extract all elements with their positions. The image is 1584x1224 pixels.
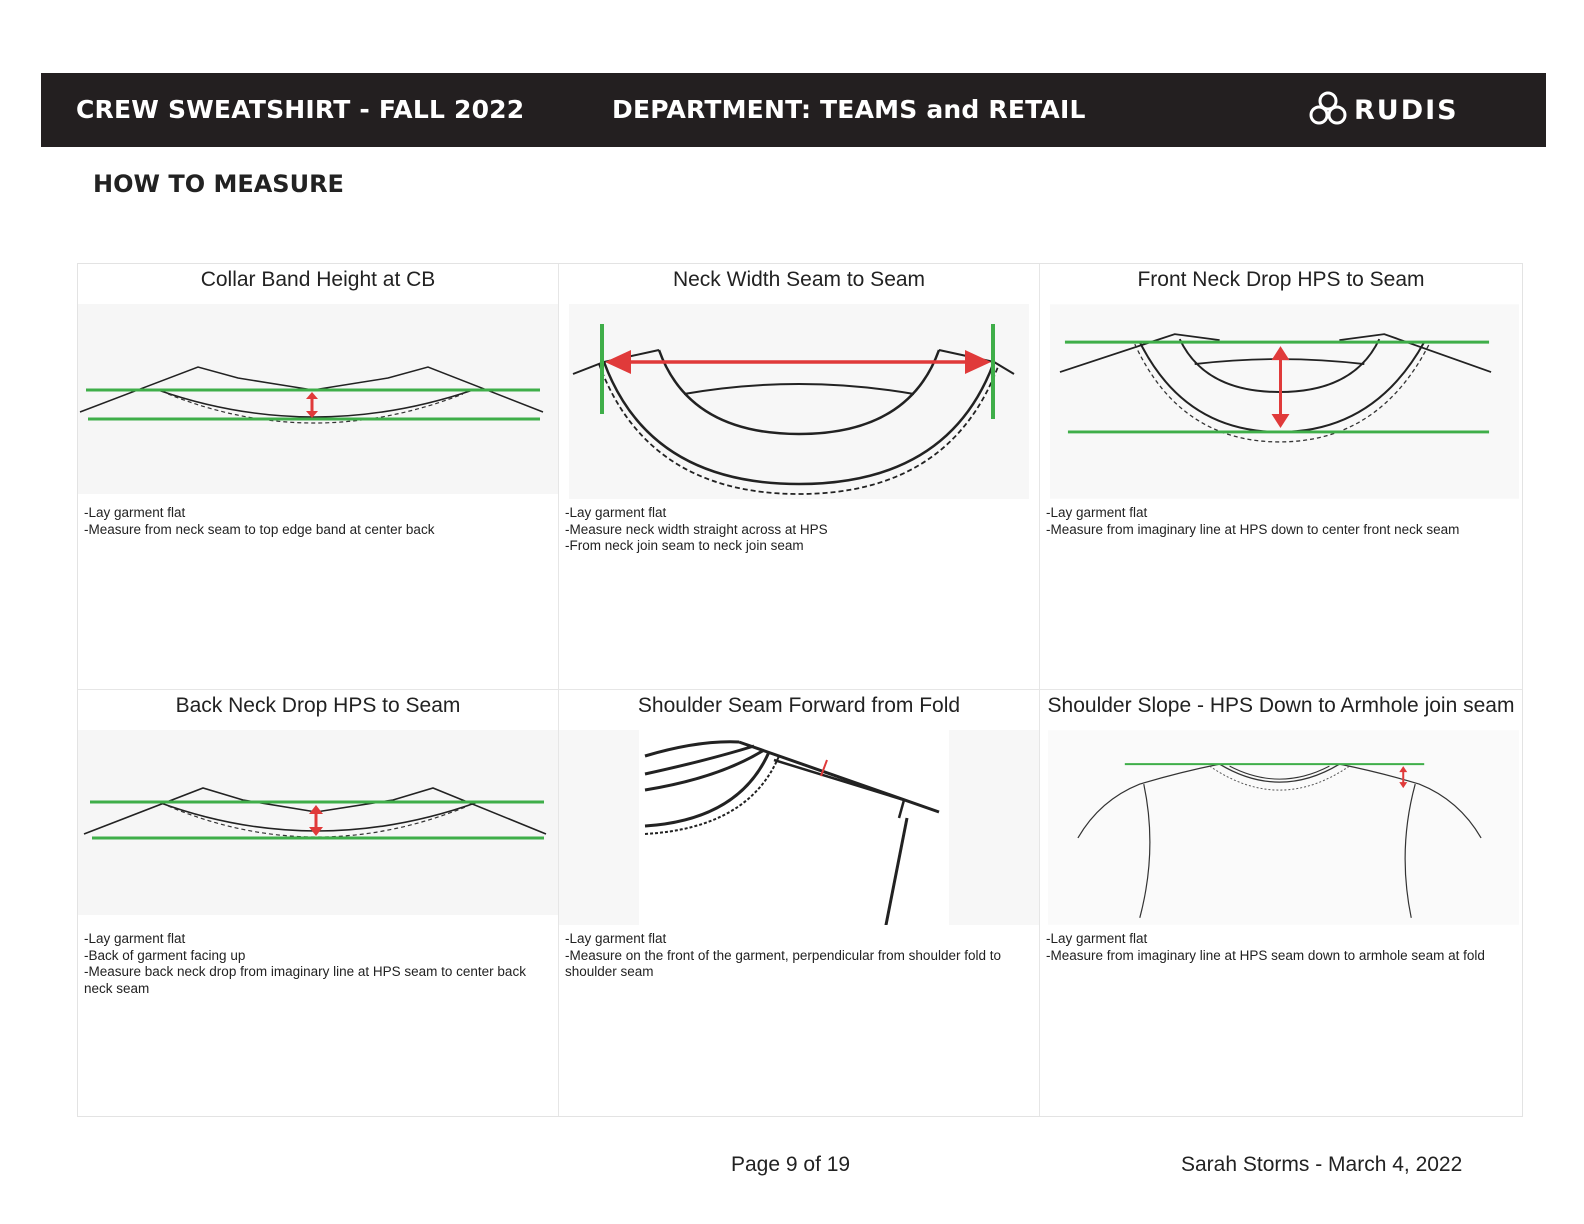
card-title: Collar Band Height at CB bbox=[200, 268, 436, 291]
card-title: Neck Width Seam to Seam bbox=[672, 268, 926, 291]
measure-card-neck-width bbox=[559, 264, 1040, 690]
card-instructions: -Lay garment flat -Measure from neck seam to top edge band at center back bbox=[84, 505, 435, 537]
collar-band-height-diagram bbox=[78, 304, 559, 499]
rudis-hex-logo-icon bbox=[1308, 91, 1348, 129]
measure-card-front-neck-drop bbox=[1040, 264, 1522, 690]
card-instructions: -Lay garment flat -Measure neck width straight across at HPS -From neck join seam to neck join seam bbox=[565, 505, 828, 553]
author-date: Sarah Storms - March 4, 2022 bbox=[1181, 1153, 1463, 1176]
neck-width-diagram bbox=[559, 304, 1040, 499]
department-label: DEPARTMENT: TEAMS and RETAIL bbox=[612, 95, 1086, 124]
shoulder-slope-diagram bbox=[1040, 730, 1521, 925]
logo-text: RUDIS bbox=[1354, 94, 1459, 126]
card-instructions: -Lay garment flat -Back of garment facing up -Measure back neck drop from imaginary line at HPS seam to center back neck seam bbox=[84, 931, 526, 996]
card-title: Back Neck Drop HPS to Seam bbox=[175, 694, 461, 717]
card-title: Shoulder Slope - HPS Down to Armhole join seam bbox=[1047, 694, 1515, 717]
card-instructions: -Lay garment flat -Measure from imaginary line at HPS seam down to armhole seam at fold bbox=[1046, 931, 1485, 963]
measure-card-shoulder-slope bbox=[1040, 690, 1522, 1116]
card-instructions: -Lay garment flat -Measure on the front of the garment, perpendicular from shoulder fold to shoulder seam bbox=[565, 931, 1001, 979]
document-title: CREW SWEATSHIRT - FALL 2022 bbox=[76, 95, 525, 124]
measure-card-back-neck-drop bbox=[78, 690, 559, 1116]
section-title: HOW TO MEASURE bbox=[93, 170, 344, 198]
front-neck-drop-diagram bbox=[1040, 304, 1521, 499]
rudis-logo bbox=[1308, 91, 1459, 129]
header-bar bbox=[41, 73, 1546, 147]
measure-card-collar-band-height bbox=[78, 264, 559, 690]
back-neck-drop-diagram bbox=[78, 730, 559, 925]
page-number: Page 9 of 19 bbox=[731, 1153, 851, 1176]
card-title: Shoulder Seam Forward from Fold bbox=[637, 694, 961, 717]
card-title: Front Neck Drop HPS to Seam bbox=[1137, 268, 1425, 291]
measurement-grid bbox=[77, 263, 1523, 1117]
card-instructions: -Lay garment flat -Measure from imaginary line at HPS down to center front neck seam bbox=[1046, 505, 1460, 537]
shoulder-seam-forward-diagram bbox=[559, 730, 1040, 925]
measure-card-shoulder-seam-forward bbox=[559, 690, 1040, 1116]
